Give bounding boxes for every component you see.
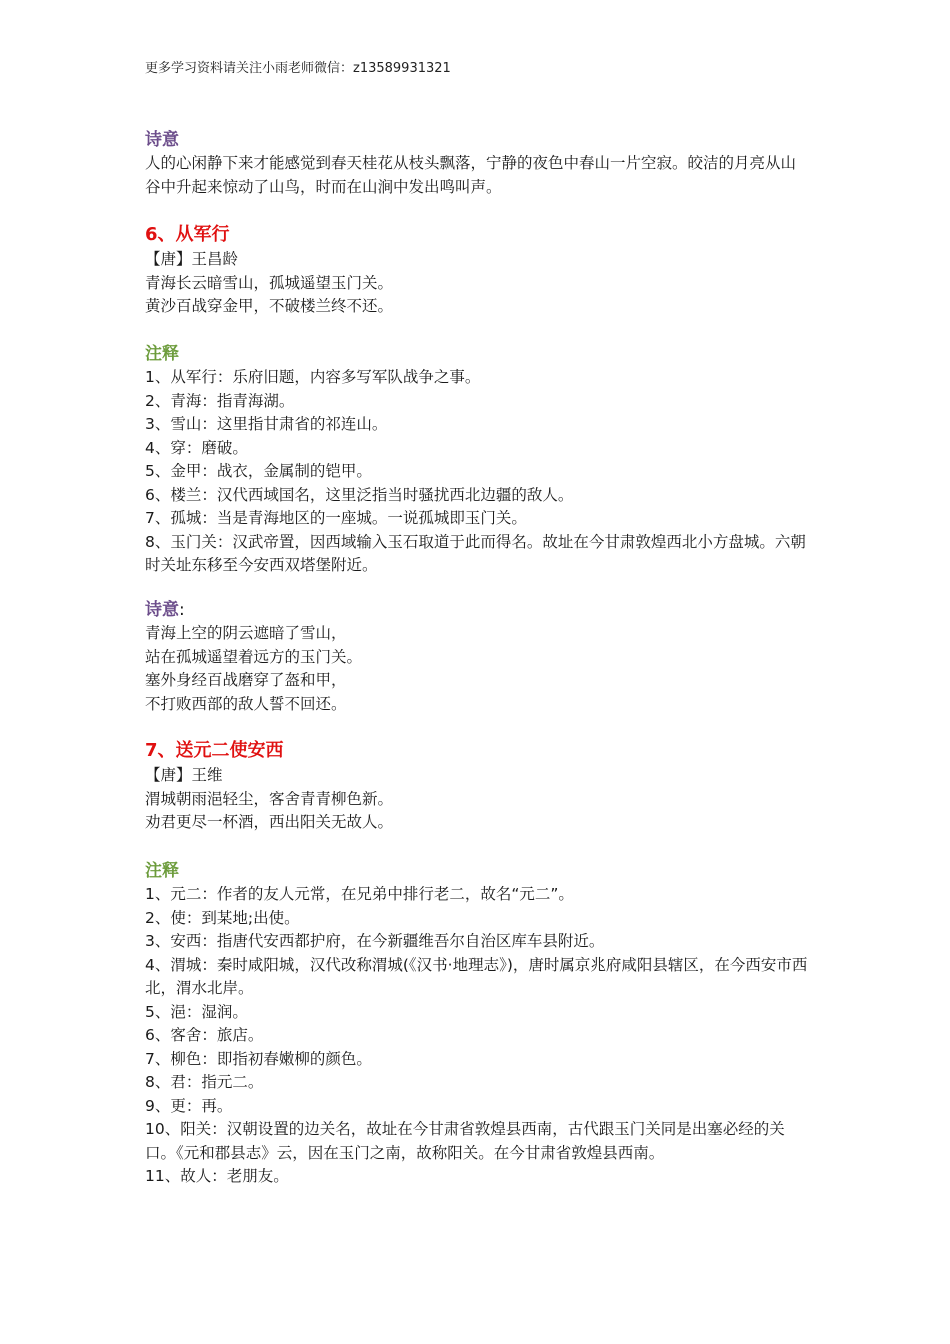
- poem7-note: 9、更：再。: [145, 1096, 233, 1115]
- poem7-notes-section: [145, 859, 810, 1189]
- poem6-note: 5、金甲：战衣，金属制的铠甲。: [145, 462, 372, 480]
- poem7-note: 8、君：指元二。: [145, 1073, 264, 1091]
- poem7-note: 10、阳关：汉朝设置的边关名，故址在今甘肃省敦煌县西南，古代跟玉门关同是出塞必经的关口。《元和郡县志》云，因在玉门之南，故称阳关。在今甘肃省敦煌县西南。: [145, 1120, 785, 1162]
- poem7-note: 7、柳色：即指初春嫩柳的颜色。: [145, 1049, 372, 1068]
- poem6-note: 7、孤城：当是青海地区的一座城。一说孤城即玉门关。: [145, 509, 527, 527]
- poem6-meaning-section: [145, 598, 810, 716]
- poem7-note: 5、浥：湿润。: [145, 1002, 248, 1021]
- poem6-meaning-colon: :: [179, 600, 185, 620]
- poem6-notes-heading: 注释: [145, 344, 179, 364]
- poem6-note: 4、穿：磨破。: [145, 438, 248, 457]
- poem6-line: 黄沙百战穿金甲，不破楼兰终不还。: [145, 297, 394, 315]
- poem6-meaning-heading: [145, 598, 810, 622]
- poem6-title: 6、从军行: [145, 224, 230, 245]
- poem6-note: 1、从军行：乐府旧题，内容多写军队战争之事。: [145, 368, 481, 386]
- poem6-note: 3、雪山：这里指甘肃省的祁连山。: [145, 415, 388, 433]
- poem6-section: [145, 222, 810, 319]
- poem6-line: 青海长云暗雪山，孤城遥望玉门关。: [145, 273, 394, 292]
- poem7-title: 7、送元二使安西: [145, 740, 284, 761]
- header-note: 更多学习资料请关注小雨老师微信：z13589931321: [145, 61, 451, 76]
- poem7-note: 1、元二：作者的友人元常，在兄弟中排行老二，故名“元二”。: [145, 885, 574, 903]
- poem6-meaning-line: 不打败西部的敌人誓不回还。: [145, 694, 347, 713]
- poem7-section: [145, 738, 810, 835]
- poem6-note: 6、楼兰：汉代西域国名，这里泛指当时骚扰西北边疆的敌人。: [145, 485, 574, 504]
- poem7-note: 3、安西：指唐代安西都护府，在今新疆维吾尔自治区库车县附近。: [145, 932, 605, 950]
- poem6-notes-section: [145, 342, 810, 578]
- poem7-line: 渭城朝雨浥轻尘，客舍青青柳色新。: [145, 789, 394, 808]
- poem6-meaning-line: 塞外身经百战磨穿了盔和甲，: [145, 671, 347, 689]
- poem7-line: 劝君更尽一杯酒，西出阳关无故人。: [145, 813, 394, 831]
- prev-meaning-heading: 诗意: [145, 130, 179, 150]
- poem6-meaning-heading-text: 诗意: [145, 600, 179, 620]
- poem6-author: 【唐】王昌龄: [145, 250, 239, 268]
- poem6-meaning-line: 站在孤城遥望着远方的玉门关。: [145, 647, 363, 666]
- poem7-note: 11、故人：老朋友。: [145, 1167, 289, 1185]
- prev-meaning-text: 人的心闲静下来才能感觉到春天桂花从枝头飘落，宁静的夜色中春山一片空寂。皎洁的月亮从山谷中升起来惊动了山鸟，时而在山涧中发出鸣叫声。: [145, 154, 797, 196]
- poem6-note: 2、青海：指青海湖。: [145, 391, 295, 410]
- poem7-note: 2、使：到某地;出使。: [145, 908, 300, 927]
- poem7-note: 4、渭城：秦时咸阳城，汉代改称渭城(《汉书·地理志》)，唐时属京兆府咸阳县辖区，在今西安市西北，渭水北岸。: [145, 955, 808, 997]
- prev-meaning-section: [145, 128, 810, 199]
- poem7-notes-heading: 注释: [145, 861, 179, 881]
- poem6-note: 8、玉门关：汉武帝置，因西域输入玉石取道于此而得名。故址在今甘肃敦煌西北小方盘城。六朝时关址东移至今安西双塔堡附近。: [145, 532, 806, 574]
- poem7-author: 【唐】王维: [145, 766, 223, 784]
- poem6-meaning-line: 青海上空的阴云遮暗了雪山，: [145, 624, 347, 642]
- poem7-note: 6、客舍：旅店。: [145, 1026, 264, 1044]
